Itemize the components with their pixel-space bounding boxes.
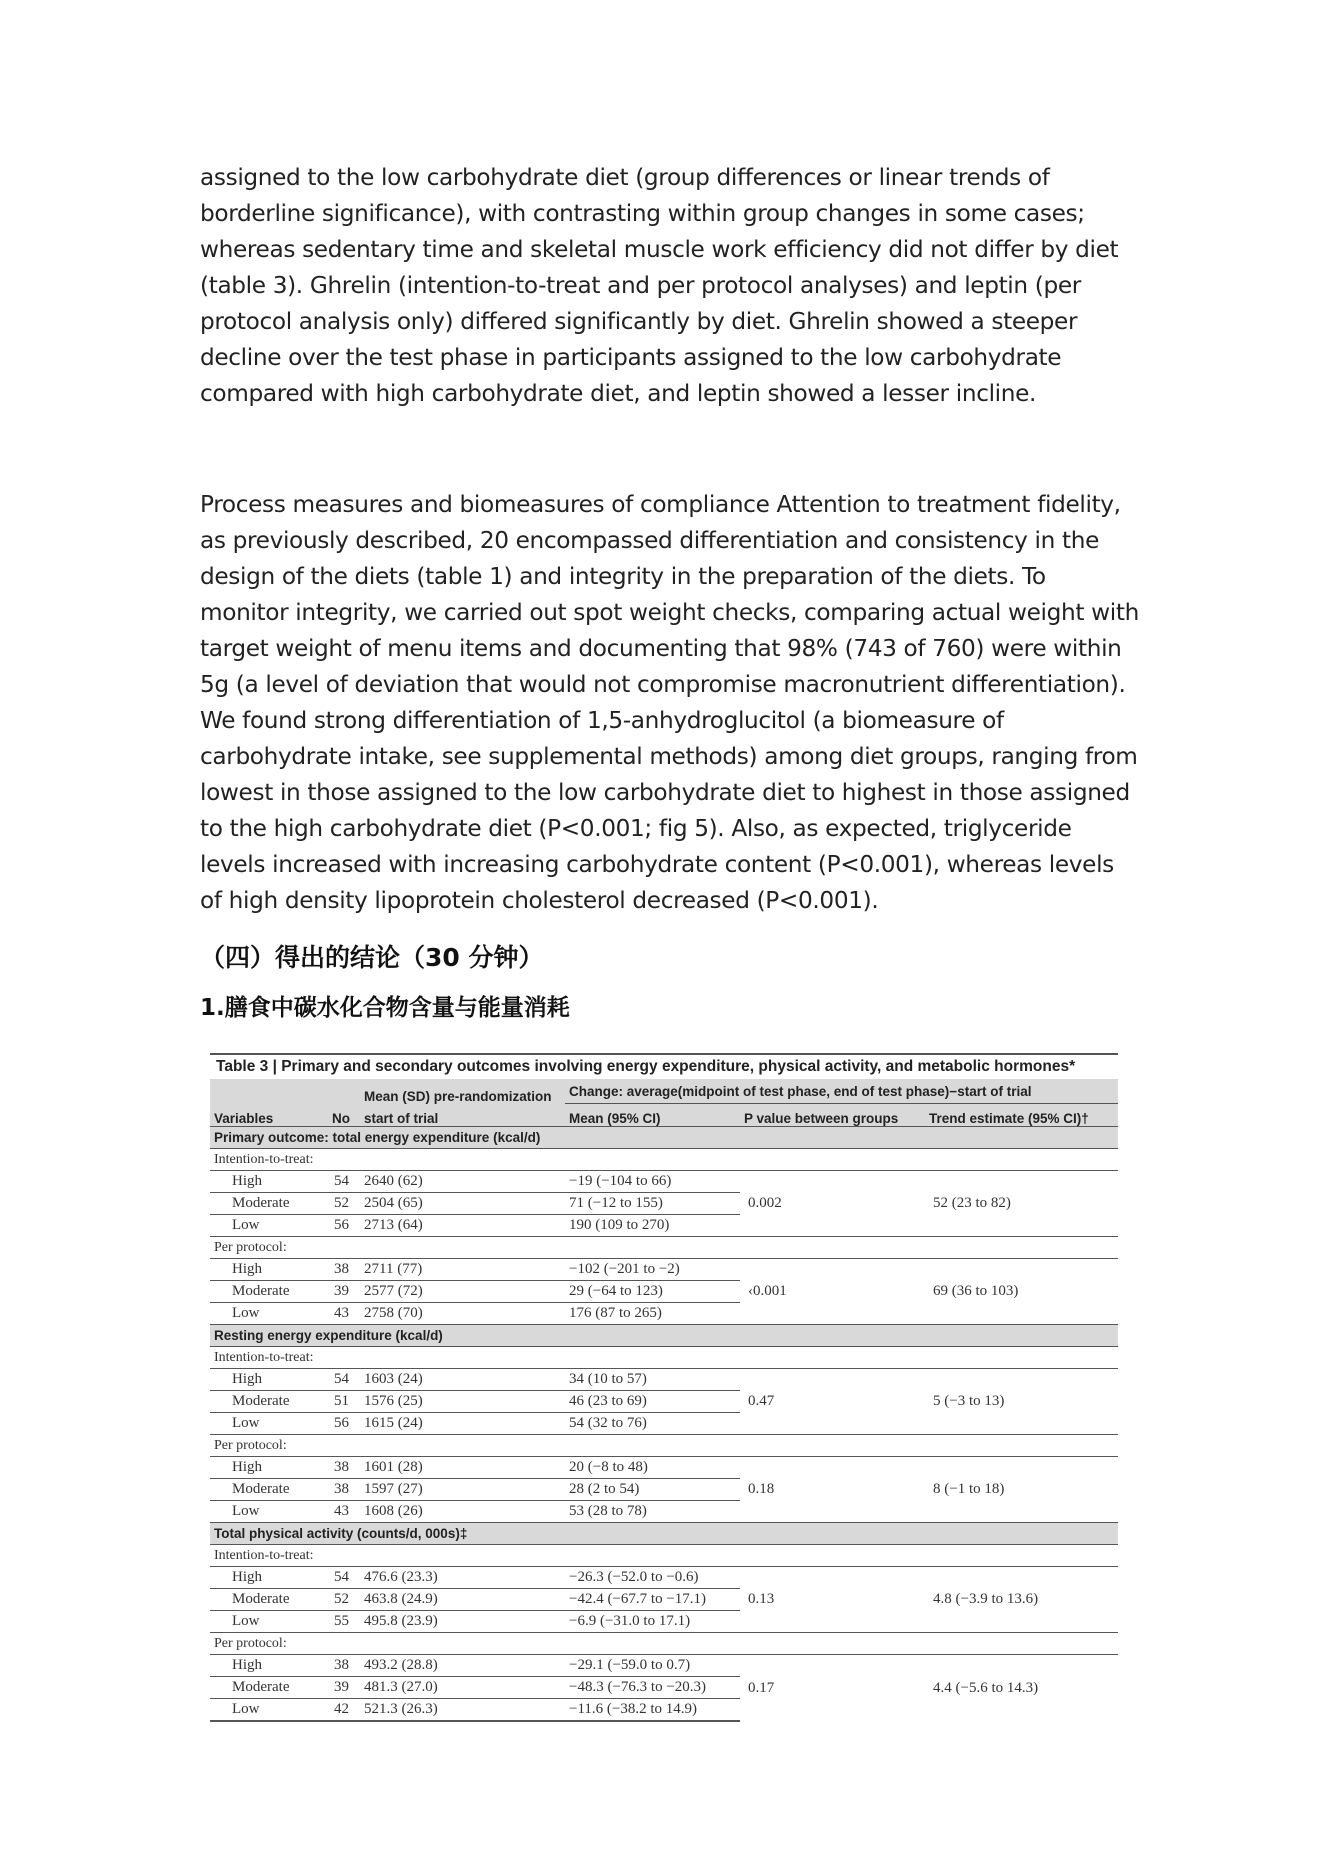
table-row: [210, 1369, 1118, 1391]
cell-mean-sd: 2640 (62): [360, 1171, 565, 1193]
cell-variable: High: [210, 1171, 328, 1193]
table-row: [210, 1259, 1118, 1281]
cell-no: 39: [328, 1677, 360, 1699]
cell-pvalue: ‹0.001: [748, 1283, 787, 1299]
cell-pvalue: 0.002: [748, 1195, 782, 1211]
header-blank: [328, 1079, 360, 1104]
group-row: [210, 1237, 1118, 1259]
cell-trend: 4.4 (−5.6 to 14.3): [933, 1679, 1039, 1696]
cell-no: 55: [328, 1611, 360, 1633]
cell-change: 54 (32 to 76): [565, 1413, 740, 1435]
cell-change: −19 (−104 to 66): [565, 1171, 740, 1193]
cell-mean-sd: 2711 (77): [360, 1259, 565, 1281]
table-caption: Table 3 | Primary and secondary outcomes involving energy expenditure, physical activity, and metabolic hormones*: [210, 1053, 1118, 1079]
cell-variable: Moderate: [210, 1281, 328, 1303]
cell-mean-sd: 1615 (24): [360, 1413, 565, 1435]
cell-variable: High: [210, 1567, 328, 1589]
section-heading: （四）得出的结论（30 分钟）: [200, 943, 544, 972]
cell-no: 43: [328, 1303, 360, 1325]
header-change-mean: Mean (95% CI): [565, 1104, 740, 1127]
cell-trend: 8 (−1 to 18): [933, 1481, 1005, 1497]
cell-mean-sd: 1597 (27): [360, 1479, 565, 1501]
cell-no: 56: [328, 1215, 360, 1237]
group-row: [210, 1149, 1118, 1171]
cell-pvalue: 0.13: [748, 1591, 775, 1607]
cell-no: 51: [328, 1391, 360, 1413]
cell-no: 54: [328, 1171, 360, 1193]
group-label: Per protocol:: [210, 1237, 1118, 1259]
cell-mean-sd: 1603 (24): [360, 1369, 565, 1391]
group-row: [210, 1633, 1118, 1655]
cell-mean-sd: 1601 (28): [360, 1457, 565, 1479]
cell-change: 46 (23 to 69): [565, 1391, 740, 1413]
cell-mean-sd: 481.3 (27.0): [360, 1677, 565, 1699]
cell-mean-sd: 2713 (64): [360, 1215, 565, 1237]
cell-change: −29.1 (−59.0 to 0.7): [565, 1655, 740, 1677]
cell-variable: High: [210, 1259, 328, 1281]
header-change-group: Change: average(midpoint of test phase, end of test phase)−start of trial: [565, 1079, 1118, 1104]
group-label: Intention-to-treat:: [210, 1545, 1118, 1567]
section-title: Primary outcome: total energy expenditure (kcal/d): [210, 1127, 1118, 1149]
section-title: Total physical activity (counts/d, 000s)‡: [210, 1523, 1118, 1545]
cell-trend: 52 (23 to 82): [933, 1195, 1011, 1211]
header-mean-top: Mean (SD) pre-randomization: [360, 1079, 565, 1104]
cell-mean-sd: 463.8 (24.9): [360, 1589, 565, 1611]
group-label: Per protocol:: [210, 1435, 1118, 1457]
paragraph-2: Process measures and biomeasures of compliance Attention to treatment fidelity, as previously described, 20 encompassed differentiation and consistency in the design of the diets (table 1) and integrity in the preparation of the diets. To monitor integrity, we carried out spot weight checks, comparing actual weight with target weight of menu items and documenting that 98% (743 of 760) were within 5g (a level of deviation that would not compromise macronutrient differentiation). We found strong differentiation of 1,5-anhydroglucitol (a biomeasure of carbohydrate intake, see supplemental methods) among diet groups, ranging from lowest in those assigned to the low carbohydrate diet to highest in those assigned to the high carbohydrate diet (P<0.001; fig 5). Also, as expected, triglyceride levels increased with increasing carbohydrate content (P<0.001), whereas levels of high density lipoprotein cholesterol decreased (P<0.001).: [200, 491, 1139, 914]
table-row: [210, 1567, 1118, 1589]
cell-change: −11.6 (−38.2 to 14.9): [565, 1699, 740, 1722]
cell-pvalue: 0.17: [748, 1679, 775, 1696]
cell-variable: Moderate: [210, 1193, 328, 1215]
cell-change: 190 (109 to 270): [565, 1215, 740, 1237]
cell-mean-sd: 521.3 (26.3): [360, 1699, 565, 1722]
table-3: [210, 1053, 1118, 1722]
cell-no: 43: [328, 1501, 360, 1523]
cell-change: −26.3 (−52.0 to −0.6): [565, 1567, 740, 1589]
cell-variable: Moderate: [210, 1589, 328, 1611]
section-row: [210, 1325, 1118, 1347]
cell-variable: High: [210, 1457, 328, 1479]
cell-no: 52: [328, 1589, 360, 1611]
table-row: [210, 1655, 1118, 1677]
cell-mean-sd: 493.2 (28.8): [360, 1655, 565, 1677]
cell-change: 53 (28 to 78): [565, 1501, 740, 1523]
cell-no: 39: [328, 1281, 360, 1303]
cell-change: 176 (87 to 265): [565, 1303, 740, 1325]
cell-change: 20 (−8 to 48): [565, 1457, 740, 1479]
cell-trend: 4.8 (−3.9 to 13.6): [933, 1591, 1039, 1607]
group-row: [210, 1545, 1118, 1567]
cell-variable: Moderate: [210, 1391, 328, 1413]
cell-variable: High: [210, 1655, 328, 1677]
cell-variable: Low: [210, 1611, 328, 1633]
cell-change: 34 (10 to 57): [565, 1369, 740, 1391]
section-title: Resting energy expenditure (kcal/d): [210, 1325, 1118, 1347]
cell-mean-sd: 1576 (25): [360, 1391, 565, 1413]
cell-no: 56: [328, 1413, 360, 1435]
cell-trend: 5 (−3 to 13): [933, 1393, 1005, 1409]
cell-variable: Low: [210, 1303, 328, 1325]
cell-mean-sd: 1608 (26): [360, 1501, 565, 1523]
cell-no: 38: [328, 1457, 360, 1479]
cell-change: −102 (−201 to −2): [565, 1259, 740, 1281]
header-trend: Trend estimate (95% CI)†: [925, 1104, 1118, 1127]
cell-mean-sd: 2504 (65): [360, 1193, 565, 1215]
header-no: No: [328, 1104, 360, 1127]
cell-change: −6.9 (−31.0 to 17.1): [565, 1611, 740, 1633]
group-label: Per protocol:: [210, 1633, 1118, 1655]
table-body: [210, 1127, 1118, 1722]
cell-pvalue: 0.47: [748, 1393, 775, 1409]
cell-pvalue: 0.18: [748, 1481, 775, 1497]
section-row: [210, 1127, 1118, 1149]
cell-trend: 69 (36 to 103): [933, 1283, 1019, 1299]
cell-change: −48.3 (−76.3 to −20.3): [565, 1677, 740, 1699]
table-row: [210, 1457, 1118, 1479]
cell-variable: Moderate: [210, 1479, 328, 1501]
group-row: [210, 1435, 1118, 1457]
header-blank: [210, 1079, 328, 1104]
cell-change: 71 (−12 to 155): [565, 1193, 740, 1215]
cell-change: 29 (−64 to 123): [565, 1281, 740, 1303]
cell-no: 38: [328, 1479, 360, 1501]
group-row: [210, 1347, 1118, 1369]
cell-mean-sd: 476.6 (23.3): [360, 1567, 565, 1589]
cell-no: 52: [328, 1193, 360, 1215]
cell-variable: High: [210, 1369, 328, 1391]
cell-mean-sd: 495.8 (23.9): [360, 1611, 565, 1633]
cell-variable: Moderate: [210, 1677, 328, 1699]
section-row: [210, 1523, 1118, 1545]
cell-no: 42: [328, 1699, 360, 1722]
cell-no: 38: [328, 1655, 360, 1677]
header-pvalue: P value between groups: [740, 1104, 925, 1127]
subsection-heading: 1.膳食中碳水化合物含量与能量消耗: [200, 995, 570, 1021]
header-mean-bottom: start of trial: [360, 1104, 565, 1127]
cell-change: 28 (2 to 54): [565, 1479, 740, 1501]
cell-variable: Low: [210, 1501, 328, 1523]
cell-variable: Low: [210, 1699, 328, 1722]
cell-variable: Low: [210, 1413, 328, 1435]
outcomes-table: [210, 1079, 1118, 1722]
cell-no: 38: [328, 1259, 360, 1281]
cell-variable: Low: [210, 1215, 328, 1237]
table-row: [210, 1171, 1118, 1193]
cell-change: −42.4 (−67.7 to −17.1): [565, 1589, 740, 1611]
cell-mean-sd: 2577 (72): [360, 1281, 565, 1303]
cell-no: 54: [328, 1567, 360, 1589]
cell-no: 54: [328, 1369, 360, 1391]
cell-mean-sd: 2758 (70): [360, 1303, 565, 1325]
header-variables: Variables: [210, 1104, 328, 1127]
paragraph-1: assigned to the low carbohydrate diet (group differences or linear trends of borderline significance), with contrasting within group changes in some cases; whereas sedentary time and skeletal muscle work efficiency did not differ by diet (table 3). Ghrelin (intention-to-treat and per protocol analyses) and leptin (per protocol analysis only) differed significantly by diet. Ghrelin showed a steeper decline over the test phase in participants assigned to the low carbohydrate compared with high carbohydrate diet, and leptin showed a lesser incline.: [200, 164, 1119, 407]
group-label: Intention-to-treat:: [210, 1347, 1118, 1369]
group-label: Intention-to-treat:: [210, 1149, 1118, 1171]
